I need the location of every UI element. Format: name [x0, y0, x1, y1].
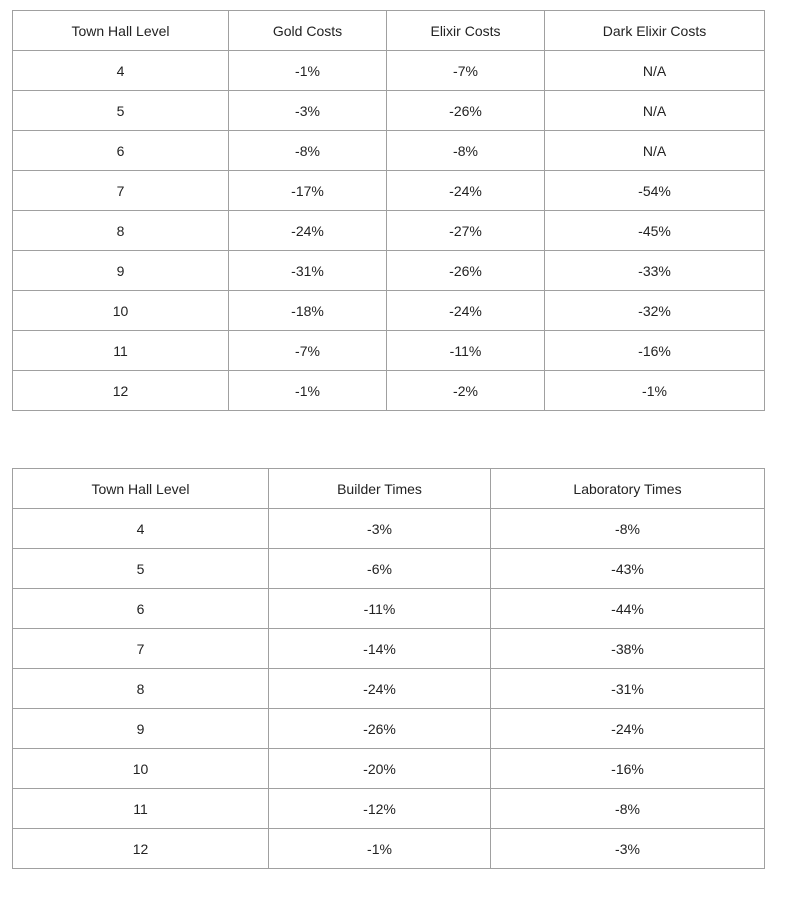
cell-laboratory-time: -16%: [491, 749, 765, 789]
cell-gold-cost: -18%: [229, 291, 387, 331]
cell-elixir-cost: -2%: [387, 371, 545, 411]
cell-builder-time: -24%: [269, 669, 491, 709]
cell-town-hall-level: 12: [13, 829, 269, 869]
cell-dark-elixir-cost: -54%: [545, 171, 765, 211]
cell-gold-cost: -17%: [229, 171, 387, 211]
cell-laboratory-time: -38%: [491, 629, 765, 669]
cell-elixir-cost: -24%: [387, 171, 545, 211]
cell-town-hall-level: 8: [13, 211, 229, 251]
cell-laboratory-time: -44%: [491, 589, 765, 629]
table-row: [13, 589, 765, 629]
cell-dark-elixir-cost: N/A: [545, 51, 765, 91]
cell-dark-elixir-cost: -32%: [545, 291, 765, 331]
cell-dark-elixir-cost: -33%: [545, 251, 765, 291]
cell-town-hall-level: 5: [13, 549, 269, 589]
cell-gold-cost: -3%: [229, 91, 387, 131]
cell-builder-time: -3%: [269, 509, 491, 549]
cell-builder-time: -20%: [269, 749, 491, 789]
cell-gold-cost: -1%: [229, 371, 387, 411]
cell-town-hall-level: 4: [13, 51, 229, 91]
table-row: [13, 709, 765, 749]
cell-laboratory-time: -43%: [491, 549, 765, 589]
cell-elixir-cost: -7%: [387, 51, 545, 91]
table-row: [13, 91, 765, 131]
cell-laboratory-time: -24%: [491, 709, 765, 749]
cell-town-hall-level: 10: [13, 749, 269, 789]
table-row: [13, 51, 765, 91]
header-builder-times: Builder Times: [269, 469, 491, 509]
cell-dark-elixir-cost: -1%: [545, 371, 765, 411]
header-gold-costs: Gold Costs: [229, 11, 387, 51]
times-table: [12, 468, 765, 869]
table-header-row: [13, 11, 765, 51]
cell-builder-time: -6%: [269, 549, 491, 589]
table-row: [13, 131, 765, 171]
cell-town-hall-level: 12: [13, 371, 229, 411]
table-row: [13, 291, 765, 331]
cell-gold-cost: -31%: [229, 251, 387, 291]
cell-elixir-cost: -24%: [387, 291, 545, 331]
cell-builder-time: -1%: [269, 829, 491, 869]
costs-table: [12, 10, 765, 411]
cell-builder-time: -11%: [269, 589, 491, 629]
cell-gold-cost: -7%: [229, 331, 387, 371]
cell-dark-elixir-cost: N/A: [545, 131, 765, 171]
cell-builder-time: -26%: [269, 709, 491, 749]
cell-builder-time: -14%: [269, 629, 491, 669]
cell-town-hall-level: 10: [13, 291, 229, 331]
cell-town-hall-level: 5: [13, 91, 229, 131]
cell-laboratory-time: -31%: [491, 669, 765, 709]
table-row: [13, 509, 765, 549]
table-row: [13, 371, 765, 411]
cell-laboratory-time: -8%: [491, 509, 765, 549]
header-dark-elixir-costs: Dark Elixir Costs: [545, 11, 765, 51]
cell-builder-time: -12%: [269, 789, 491, 829]
cell-town-hall-level: 8: [13, 669, 269, 709]
cell-town-hall-level: 4: [13, 509, 269, 549]
table-row: [13, 331, 765, 371]
table-row: [13, 669, 765, 709]
cell-dark-elixir-cost: -45%: [545, 211, 765, 251]
cell-town-hall-level: 9: [13, 709, 269, 749]
table-header-row: [13, 469, 765, 509]
header-town-hall-level: Town Hall Level: [13, 11, 229, 51]
cell-town-hall-level: 7: [13, 171, 229, 211]
cell-gold-cost: -8%: [229, 131, 387, 171]
table-row: [13, 211, 765, 251]
table-row: [13, 549, 765, 589]
cell-town-hall-level: 11: [13, 789, 269, 829]
cell-elixir-cost: -11%: [387, 331, 545, 371]
table-row: [13, 749, 765, 789]
table-row: [13, 629, 765, 669]
cell-dark-elixir-cost: N/A: [545, 91, 765, 131]
table-row: [13, 171, 765, 211]
cell-dark-elixir-cost: -16%: [545, 331, 765, 371]
header-laboratory-times: Laboratory Times: [491, 469, 765, 509]
cell-gold-cost: -1%: [229, 51, 387, 91]
cell-town-hall-level: 11: [13, 331, 229, 371]
cell-laboratory-time: -8%: [491, 789, 765, 829]
cell-town-hall-level: 6: [13, 589, 269, 629]
header-town-hall-level: Town Hall Level: [13, 469, 269, 509]
header-elixir-costs: Elixir Costs: [387, 11, 545, 51]
cell-gold-cost: -24%: [229, 211, 387, 251]
table-row: [13, 251, 765, 291]
cell-elixir-cost: -26%: [387, 91, 545, 131]
cell-elixir-cost: -8%: [387, 131, 545, 171]
table-row: [13, 829, 765, 869]
cell-elixir-cost: -27%: [387, 211, 545, 251]
cell-town-hall-level: 6: [13, 131, 229, 171]
cell-elixir-cost: -26%: [387, 251, 545, 291]
table-row: [13, 789, 765, 829]
cell-laboratory-time: -3%: [491, 829, 765, 869]
cell-town-hall-level: 7: [13, 629, 269, 669]
cell-town-hall-level: 9: [13, 251, 229, 291]
